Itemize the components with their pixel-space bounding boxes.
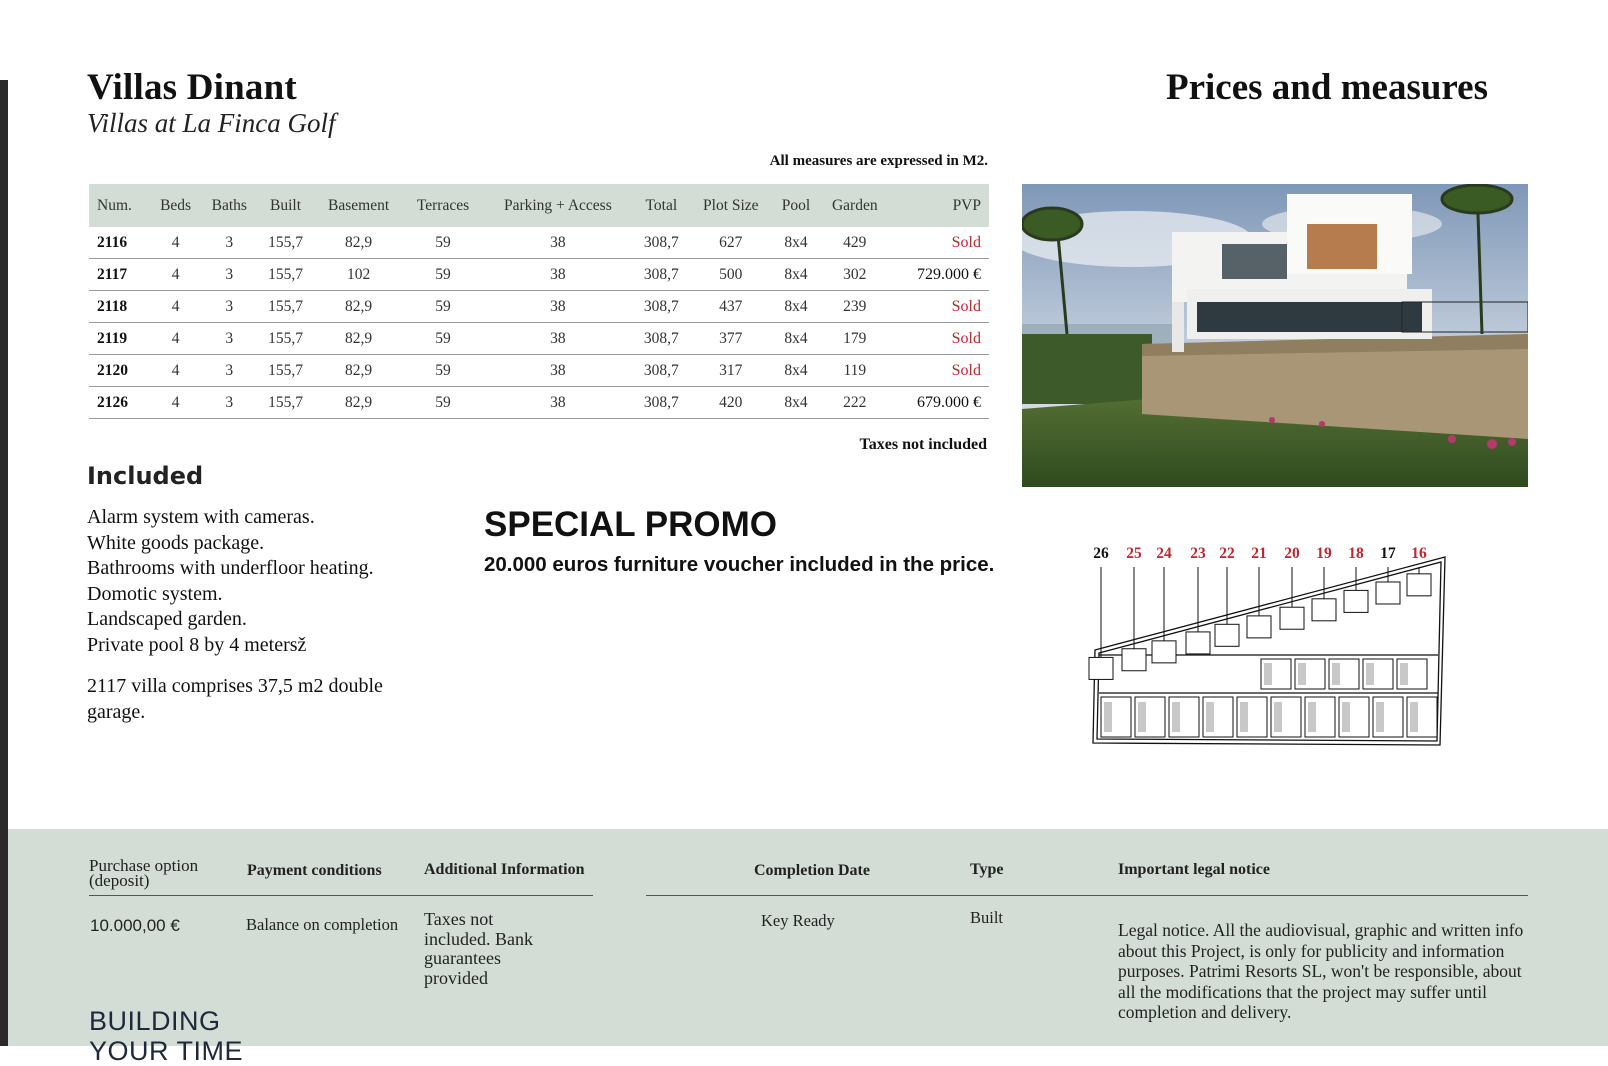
pool-cell: 8x4 — [772, 323, 820, 355]
terraces-cell: 59 — [404, 227, 483, 259]
garden-cell: 222 — [820, 387, 890, 419]
building-tagline: BUILDING YOUR TIME — [89, 1006, 244, 1066]
total-cell: 308,7 — [633, 355, 689, 387]
purchase-option-label: Purchase option (deposit) — [89, 856, 199, 890]
terraces-cell: 59 — [404, 355, 483, 387]
site-plan — [1085, 545, 1485, 765]
type-value: Built — [970, 908, 1004, 927]
baths-cell: 3 — [201, 355, 258, 387]
included-item: White goods package. — [87, 531, 265, 554]
villa-unit-outline — [1152, 641, 1176, 663]
garden-cell: 302 — [820, 259, 890, 291]
measures-note: All measures are expressed in M2. — [769, 153, 988, 169]
parking-cell: 38 — [482, 355, 633, 387]
villa-unit-outline — [1280, 607, 1304, 629]
price-table-header — [89, 184, 989, 227]
plot-shading — [1308, 702, 1316, 732]
col-basement: Basement — [314, 184, 404, 227]
price-cell: 729.000 € — [890, 259, 989, 291]
col-beds: Beds — [150, 184, 201, 227]
plot-size-cell: 377 — [689, 323, 772, 355]
pool-cell: 8x4 — [772, 259, 820, 291]
unit-number-cell: 2120 — [89, 355, 150, 387]
built-cell: 155,7 — [258, 355, 314, 387]
plot-shading — [1172, 702, 1180, 732]
pool-cell: 8x4 — [772, 291, 820, 323]
parking-cell: 38 — [482, 323, 633, 355]
included-item: Landscaped garden. — [87, 608, 247, 630]
built-cell: 155,7 — [258, 227, 314, 259]
baths-cell: 3 — [201, 227, 258, 259]
plot-label: 21 — [1251, 545, 1267, 562]
garden-cell: 179 — [820, 323, 890, 355]
basement-cell: 102 — [314, 259, 404, 291]
price-cell: Sold — [890, 227, 989, 259]
garden-cell: 119 — [820, 355, 890, 387]
completion-date-value: Key Ready — [761, 911, 835, 930]
col-parking: Parking + Access — [482, 184, 633, 227]
villa-unit-outline — [1186, 632, 1210, 654]
terraces-cell: 59 — [404, 259, 483, 291]
plot-shading — [1240, 702, 1248, 732]
unit-number-cell: 2118 — [89, 291, 150, 323]
villa-unit-outline — [1247, 616, 1271, 638]
included-list — [87, 505, 374, 658]
baths-cell: 3 — [201, 291, 258, 323]
parking-cell: 38 — [482, 227, 633, 259]
plot-shading — [1410, 702, 1418, 732]
total-cell: 308,7 — [633, 387, 689, 419]
payment-conditions-label: Payment conditions — [247, 862, 382, 879]
villa-unit-outline — [1376, 582, 1400, 604]
beds-cell: 4 — [150, 323, 201, 355]
table-row — [89, 387, 989, 419]
plot-shading — [1104, 702, 1112, 732]
col-num: Num. — [89, 184, 150, 227]
plot-shading — [1138, 702, 1146, 732]
parking-cell: 38 — [482, 387, 633, 419]
included-item: Domotic system. — [87, 582, 223, 605]
project-subtitle: Villas at La Finca Golf — [87, 108, 336, 138]
included-item: Private pool 8 by 4 metersž — [87, 633, 307, 656]
garden-cell: 429 — [820, 227, 890, 259]
plot-shading — [1400, 663, 1408, 685]
table-row — [89, 323, 989, 355]
plot-shading — [1264, 663, 1272, 685]
included-title: Included — [87, 462, 204, 490]
villa-unit-outline — [1122, 649, 1146, 671]
total-cell: 308,7 — [633, 227, 689, 259]
parking-cell: 38 — [482, 291, 633, 323]
total-cell: 308,7 — [633, 323, 689, 355]
table-row — [89, 355, 989, 387]
unit-number-cell: 2116 — [89, 227, 150, 259]
site-plan-drawing — [1085, 545, 1485, 765]
col-terraces: Terraces — [404, 184, 483, 227]
built-cell: 155,7 — [258, 387, 314, 419]
included-item: Alarm system with cameras. — [87, 506, 315, 528]
plot-label: 24 — [1156, 545, 1172, 562]
table-row — [89, 227, 989, 259]
payment-conditions-value: Balance on completion — [246, 915, 399, 934]
terraces-cell: 59 — [404, 323, 483, 355]
basement-cell: 82,9 — [314, 227, 404, 259]
plot-label: 16 — [1411, 545, 1427, 562]
completion-date-label: Completion Date — [754, 862, 870, 879]
unit-number-cell: 2126 — [89, 387, 150, 419]
footer-divider-left — [89, 895, 593, 896]
window-edge-top — [0, 0, 8, 80]
beds-cell: 4 — [150, 259, 201, 291]
col-plot-size: Plot Size — [689, 184, 772, 227]
unit-number-cell: 2119 — [89, 323, 150, 355]
price-table — [89, 184, 989, 419]
type-label: Type — [970, 861, 1004, 878]
price-cell: Sold — [890, 323, 989, 355]
footer-divider-right — [646, 895, 1528, 896]
plot-shading — [1366, 663, 1374, 685]
col-pvp: PVP — [890, 184, 989, 227]
plot-size-cell: 317 — [689, 355, 772, 387]
plot-label: 19 — [1316, 545, 1332, 562]
built-cell: 155,7 — [258, 323, 314, 355]
table-row — [89, 291, 989, 323]
promo-title: SPECIAL PROMO — [484, 505, 778, 544]
baths-cell: 3 — [201, 323, 258, 355]
purchase-option-value: 10.000,00 € — [90, 916, 180, 935]
built-cell: 155,7 — [258, 259, 314, 291]
villa-unit-outline — [1215, 624, 1239, 646]
page-heading: Prices and measures — [1166, 67, 1488, 108]
unit-number-cell: 2117 — [89, 259, 150, 291]
pool-cell: 8x4 — [772, 355, 820, 387]
legal-label: Important legal notice — [1118, 861, 1270, 878]
total-cell: 308,7 — [633, 291, 689, 323]
col-pool: Pool — [772, 184, 820, 227]
baths-cell: 3 — [201, 387, 258, 419]
plot-label: 26 — [1093, 545, 1109, 562]
plot-label: 25 — [1126, 545, 1142, 562]
plot-size-cell: 500 — [689, 259, 772, 291]
plot-label: 23 — [1190, 545, 1206, 562]
plot-shading — [1332, 663, 1340, 685]
villa-unit-outline — [1344, 590, 1368, 612]
villa-unit-outline — [1312, 599, 1336, 621]
window-edge — [0, 0, 8, 1046]
beds-cell: 4 — [150, 355, 201, 387]
promo-text: 20.000 euros furniture voucher included in the price. — [484, 553, 995, 576]
price-cell: Sold — [890, 291, 989, 323]
plot-shading — [1298, 663, 1306, 685]
additional-info-label: Additional Information — [424, 861, 585, 878]
built-cell: 155,7 — [258, 291, 314, 323]
garden-cell: 239 — [820, 291, 890, 323]
plot-shading — [1342, 702, 1350, 732]
plot-shading — [1274, 702, 1282, 732]
price-cell: Sold — [890, 355, 989, 387]
additional-info-value: Taxes not included. Bank guarantees provided — [424, 909, 533, 988]
basement-cell: 82,9 — [314, 291, 404, 323]
table-row — [89, 259, 989, 291]
col-baths: Baths — [201, 184, 258, 227]
basement-cell: 82,9 — [314, 387, 404, 419]
plot-label: 20 — [1284, 545, 1300, 562]
taxes-note: Taxes not included — [859, 436, 987, 453]
price-cell: 679.000 € — [890, 387, 989, 419]
included-item: Bathrooms with underfloor heating. — [87, 557, 374, 579]
col-total: Total — [633, 184, 689, 227]
col-built: Built — [258, 184, 314, 227]
beds-cell: 4 — [150, 387, 201, 419]
beds-cell: 4 — [150, 227, 201, 259]
villa-render-image — [1022, 184, 1528, 487]
villa-unit-outline — [1407, 574, 1431, 596]
basement-cell: 82,9 — [314, 355, 404, 387]
plot-size-cell: 437 — [689, 291, 772, 323]
project-title: Villas Dinant — [87, 67, 297, 108]
basement-cell: 82,9 — [314, 323, 404, 355]
terraces-cell: 59 — [404, 387, 483, 419]
plot-shading — [1376, 702, 1384, 732]
plot-label: 22 — [1219, 545, 1235, 562]
plot-size-cell: 627 — [689, 227, 772, 259]
plot-label: 18 — [1348, 545, 1364, 562]
total-cell: 308,7 — [633, 259, 689, 291]
col-garden: Garden — [820, 184, 890, 227]
plot-label: 17 — [1380, 545, 1396, 562]
baths-cell: 3 — [201, 259, 258, 291]
beds-cell: 4 — [150, 291, 201, 323]
pool-cell: 8x4 — [772, 387, 820, 419]
legal-notice-text: Legal notice. All the audiovisual, graphic and written info about this Project, is only for publicity and information purposes. Patrimi Resorts SL, won't be responsible, about all the modifications that the project may suffer until completion and delivery. — [1118, 920, 1524, 1022]
garage-note: 2117 villa comprises 37,5 m2 double garage. — [87, 675, 383, 723]
parking-cell: 38 — [482, 259, 633, 291]
terraces-cell: 59 — [404, 291, 483, 323]
plot-size-cell: 420 — [689, 387, 772, 419]
villa-unit-outline — [1089, 657, 1113, 679]
pool-cell: 8x4 — [772, 227, 820, 259]
plot-shading — [1206, 702, 1214, 732]
